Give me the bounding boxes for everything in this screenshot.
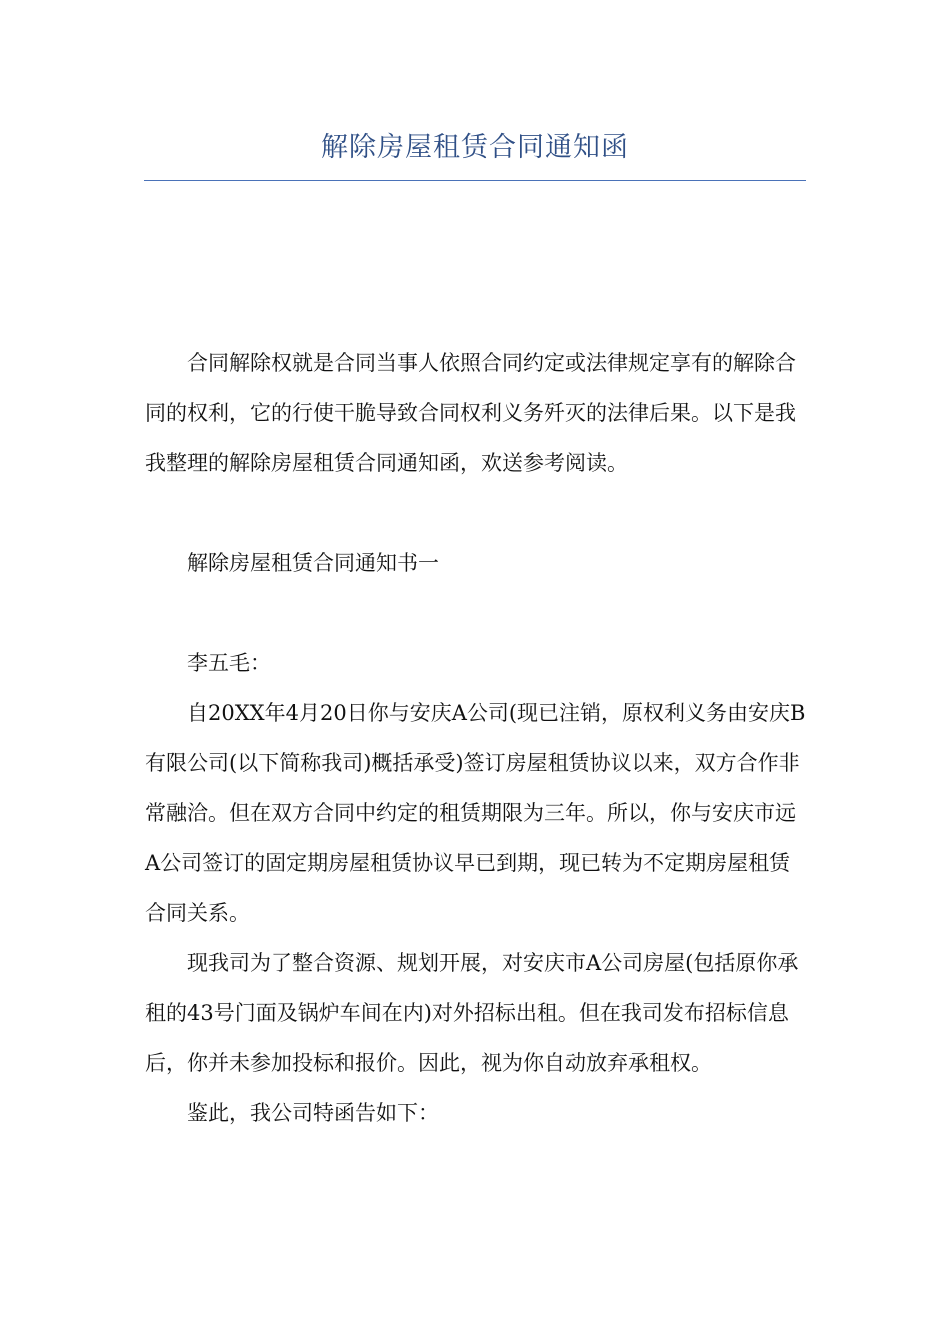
title-underline	[144, 180, 806, 181]
salutation: 李五毛：	[187, 651, 271, 675]
document-body	[145, 338, 810, 1138]
body-paragraph: 鉴此，我公司特函告如下：	[187, 1101, 439, 1125]
body-paragraph: 自20XX年4月20日你与安庆A公司(现已注销，原权利义务由安庆B有限公司(以下简称我司)概括承受)签订房屋租赁协议以来，双方合作非常融洽。但在双方合同中约定的租赁期限为三年。所以，你与安庆市远A公司签订的固定期房屋租赁协议早已到期，现已转为不定期房屋租赁合同关系。	[145, 701, 806, 925]
paragraph-spacer	[145, 588, 810, 638]
section-heading: 解除房屋租赁合同通知书一	[187, 551, 439, 575]
body-paragraph: 现我司为了整合资源、规划开展，对安庆市A公司房屋(包括原你承租的43号门面及锅炉车间在内)对外招标出租。但在我司发布招标信息后，你并未参加投标和报价。因此，视为你自动放弃承租权。	[145, 951, 799, 1075]
paragraph-spacer	[145, 488, 810, 538]
intro-paragraph: 合同解除权就是合同当事人依照合同约定或法律规定享有的解除合同的权利，它的行使干脆导致合同权利义务歼灭的法律后果。以下是我我整理的解除房屋租赁合同通知函，欢送参考阅读。	[145, 351, 796, 475]
document-title: 解除房屋租赁合同通知函	[321, 132, 629, 163]
